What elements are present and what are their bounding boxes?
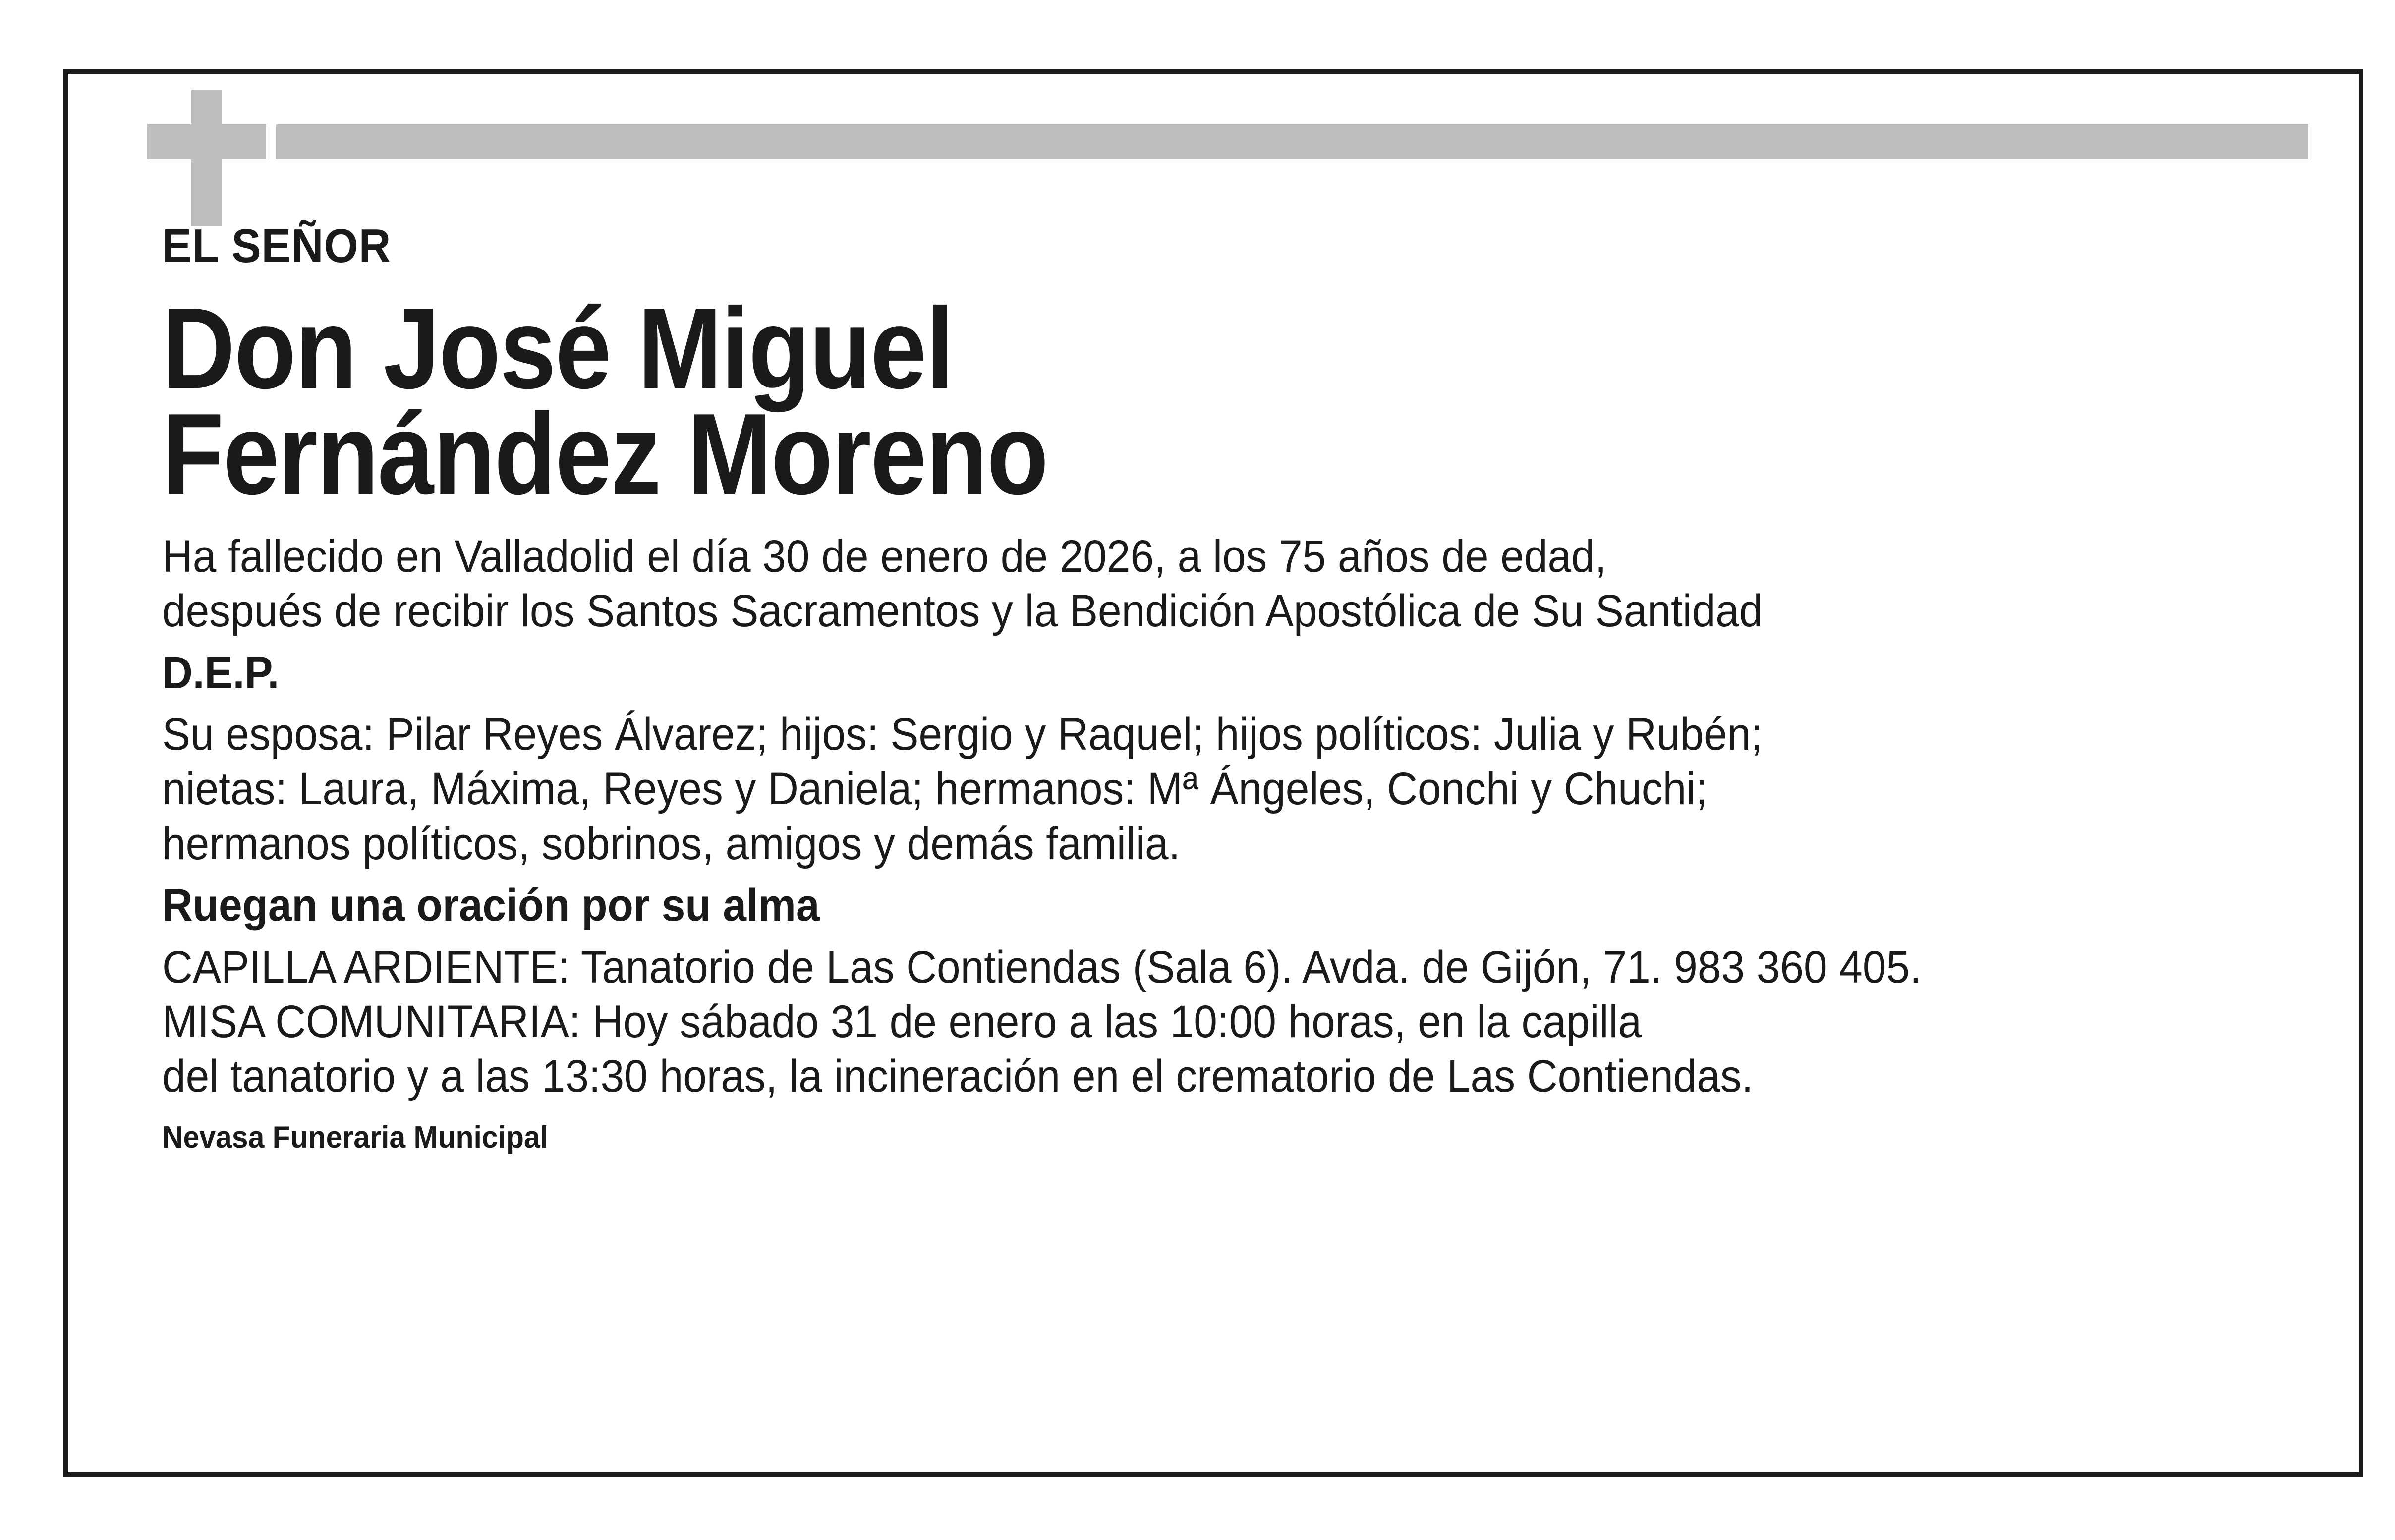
notice-content xyxy=(68,222,2359,1155)
spacer xyxy=(162,639,2299,646)
obituary-notice xyxy=(63,69,2363,1477)
deceased-name-line-2: Fernández Moreno xyxy=(162,390,1048,519)
family-line-2: nietas: Laura, Máxima, Reyes y Daniela; hermanos: Mª Ángeles, Conchi y Chuchi; xyxy=(162,764,1708,815)
service-line-mass: MISA COMUNITARIA: Hoy sábado 31 de enero a las 10:00 horas, en la capilla xyxy=(162,996,1642,1047)
spacer xyxy=(162,700,2299,707)
honorific-eyebrow: EL SEÑOR xyxy=(162,220,392,273)
surviving-family-list xyxy=(162,707,2150,871)
cross-icon xyxy=(147,90,266,226)
rip-abbreviation: D.E.P. xyxy=(162,647,280,698)
family-line-1: Su esposa: Pilar Reyes Álvarez; hijos: Sergio y Raquel; hijos políticos: Julia y Rubén; xyxy=(162,709,1763,760)
death-announcement xyxy=(162,529,2150,639)
header-rule-divider xyxy=(276,124,2308,159)
death-announcement-line-1: Ha fallecido en Valladolid el día 30 de enero de 2026, a los 75 años de edad, xyxy=(162,531,1607,582)
deceased-name-line-1: Don José Miguel xyxy=(162,284,953,413)
spacer xyxy=(162,871,2299,878)
funeral-home-name: Nevasa Funeraria Municipal xyxy=(162,1120,549,1155)
service-line-chapel: CAPILLA ARDIENTE: Tanatorio de Las Contiendas (Sala 6). Avda. de Gijón, 71. 983 360 405. xyxy=(162,941,1922,992)
cross-horizontal-bar xyxy=(147,124,266,159)
service-details xyxy=(162,940,2150,1104)
notice-header-band xyxy=(68,74,2359,222)
death-announcement-line-2: después de recibir los Santos Sacramentos y la Bendición Apostólica de Su Santidad xyxy=(162,586,1763,637)
service-line-cremation: del tanatorio y a las 13:30 horas, la incineración en el crematorio de Las Contiendas. xyxy=(162,1051,1754,1102)
prayer-request: Ruegan una oración por su alma xyxy=(162,880,820,931)
deceased-name xyxy=(162,284,2043,519)
family-line-3: hermanos políticos, sobrinos, amigos y demás familia. xyxy=(162,818,1181,869)
spacer xyxy=(162,933,2299,940)
